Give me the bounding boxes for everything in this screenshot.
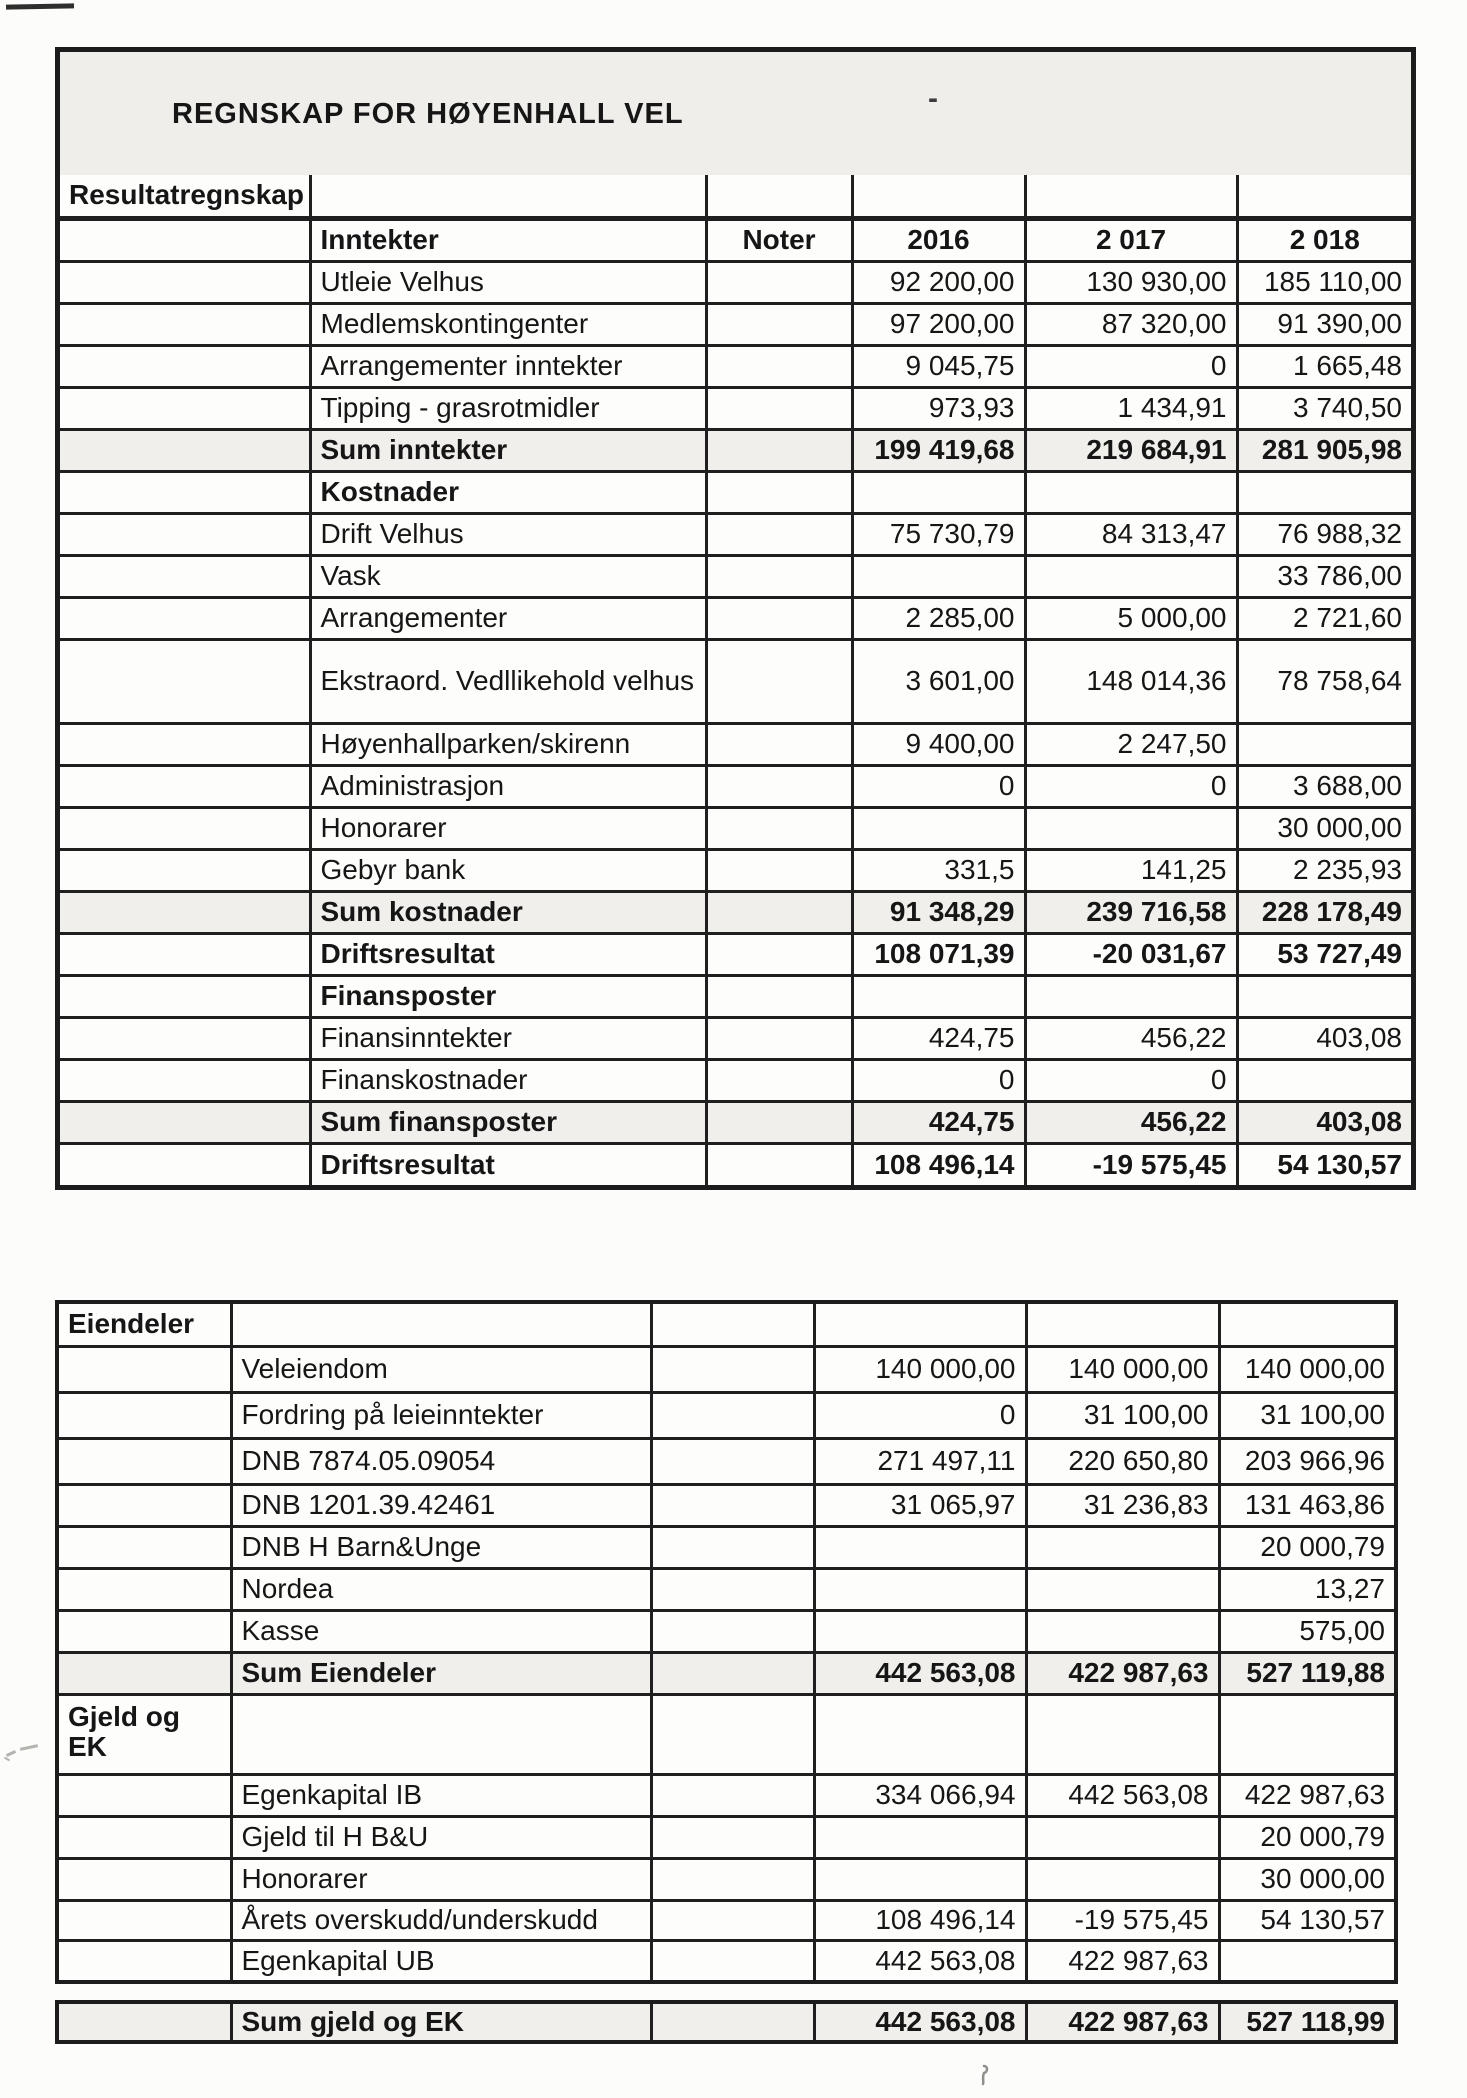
- cell-label: Finanskostnader: [310, 1059, 706, 1101]
- column-header-inntekter: Inntekter: [310, 218, 706, 261]
- cell-2017: 220 650,80: [1026, 1438, 1219, 1484]
- empty-cell: [310, 175, 706, 218]
- cell-noter: [651, 1652, 814, 1694]
- cell-2017: [1025, 807, 1237, 849]
- column-header-2016: 2016: [852, 218, 1025, 261]
- cell-label: Høyenhallparken/skirenn: [310, 723, 706, 765]
- corner-row: [60, 175, 1411, 218]
- cell-label: Kostnader: [310, 471, 706, 513]
- cell-label: Medlemskontingenter: [310, 303, 706, 345]
- cell-noter: [651, 1304, 814, 1346]
- cell-2017: 0: [1025, 1059, 1237, 1101]
- cell-corner: [59, 1900, 231, 1940]
- cell-label: Egenkapital UB: [231, 1940, 651, 1980]
- cell-corner: [59, 1346, 231, 1392]
- cell-corner: [60, 303, 310, 345]
- cell-2017: 141,25: [1025, 849, 1237, 891]
- cell-label: Egenkapital IB: [231, 1774, 651, 1816]
- cell-noter: [706, 387, 852, 429]
- cell-2017: [1026, 1610, 1219, 1652]
- cell-2016: 442 563,08: [814, 1940, 1026, 1980]
- cell-2017: 31 236,83: [1026, 1484, 1219, 1526]
- cell-2018: 54 130,57: [1237, 1143, 1411, 1185]
- table-row: [60, 975, 1411, 1017]
- cell-2018: 54 130,57: [1219, 1900, 1394, 1940]
- cell-2016: 91 348,29: [852, 891, 1025, 933]
- cell-corner: [60, 1101, 310, 1143]
- table-row: [59, 1940, 1394, 1980]
- cell-label: Arrangementer: [310, 597, 706, 639]
- cell-2018: [1237, 975, 1411, 1017]
- result-table: [60, 175, 1411, 1185]
- cell-2017: 5 000,00: [1025, 597, 1237, 639]
- table-row: [59, 1438, 1394, 1484]
- cell-label: [231, 1694, 651, 1774]
- cell-corner: [60, 975, 310, 1017]
- cell-label: Vask: [310, 555, 706, 597]
- empty-cell: [1237, 175, 1411, 218]
- cell-2017: [1026, 1526, 1219, 1568]
- table-row: [60, 849, 1411, 891]
- cell-corner: [60, 345, 310, 387]
- cell-label: Veleiendom: [231, 1346, 651, 1392]
- cell-2018: 403,08: [1237, 1101, 1411, 1143]
- table-row: [60, 1017, 1411, 1059]
- cell-2017: 219 684,91: [1025, 429, 1237, 471]
- cell-2016: 424,75: [852, 1017, 1025, 1059]
- cell-2018: [1237, 1059, 1411, 1101]
- cell-2016: [852, 555, 1025, 597]
- page-title: REGNSKAP FOR HØYENHALL VEL: [172, 98, 684, 130]
- result-statement-box: [55, 47, 1416, 1190]
- cell-noter: [706, 807, 852, 849]
- cell-corner: [60, 555, 310, 597]
- section-label-resultatregnskap: Resultatregnskap: [60, 175, 310, 218]
- table-row: [59, 1346, 1394, 1392]
- table-row: [59, 1816, 1394, 1858]
- cell-noter: [706, 891, 852, 933]
- cell-2016: 9 045,75: [852, 345, 1025, 387]
- cell-2017: 1 434,91: [1025, 387, 1237, 429]
- cell-2016: 0: [814, 1392, 1026, 1438]
- cell-noter: [651, 1940, 814, 1980]
- header-row: [60, 218, 1411, 261]
- cell-2017: 140 000,00: [1026, 1346, 1219, 1392]
- cell-noter: [706, 345, 852, 387]
- cell-corner: Gjeld og EK: [59, 1694, 231, 1774]
- cell-2018: 53 727,49: [1237, 933, 1411, 975]
- cell-noter: [706, 1143, 852, 1185]
- empty-cell: [1025, 175, 1237, 218]
- cell-noter: [651, 1610, 814, 1652]
- sum-gjeld-ek-table: [59, 2004, 1394, 2040]
- cell-corner: [60, 639, 310, 723]
- cell-2017: [1026, 1858, 1219, 1900]
- cell-label: Honorarer: [231, 1858, 651, 1900]
- table-row: [60, 723, 1411, 765]
- scan-edge-artifact: [6, 3, 74, 9]
- cell-2016: 108 071,39: [852, 933, 1025, 975]
- cell-2017: 148 014,36: [1025, 639, 1237, 723]
- cell-2016: 271 497,11: [814, 1438, 1026, 1484]
- cell-noter: [706, 471, 852, 513]
- cell-2017: [1026, 1694, 1219, 1774]
- cell-label: Utleie Velhus: [310, 261, 706, 303]
- cell-label: Finansinntekter: [310, 1017, 706, 1059]
- cell-2017: 456,22: [1025, 1101, 1237, 1143]
- table-row: [60, 303, 1411, 345]
- table-row: [59, 1526, 1394, 1568]
- cell-label: Fordring på leieinntekter: [231, 1392, 651, 1438]
- cell-noter: [706, 933, 852, 975]
- cell-2016: 31 065,97: [814, 1484, 1026, 1526]
- cell-2016: 424,75: [852, 1101, 1025, 1143]
- cell-corner: [60, 471, 310, 513]
- balance-sheet-box: [55, 1300, 1398, 1984]
- table-row: [59, 1610, 1394, 1652]
- cell-noter: [651, 1484, 814, 1526]
- cell-2017: 442 563,08: [1026, 1774, 1219, 1816]
- cell-2016: 442 563,08: [814, 1652, 1026, 1694]
- cell-corner: [59, 1484, 231, 1526]
- table-row: [59, 1694, 1394, 1774]
- cell-2018: 1 665,48: [1237, 345, 1411, 387]
- cell-2016: [814, 1568, 1026, 1610]
- table-row: [60, 261, 1411, 303]
- cell-2016: 75 730,79: [852, 513, 1025, 555]
- cell-2016: 92 200,00: [852, 261, 1025, 303]
- cell-2017: [1026, 1816, 1219, 1858]
- table-row: [59, 1774, 1394, 1816]
- cell-noter: [651, 1816, 814, 1858]
- table-row: [60, 807, 1411, 849]
- cell-label: Finansposter: [310, 975, 706, 1017]
- cell-2018: [1237, 723, 1411, 765]
- cell-corner: [59, 1438, 231, 1484]
- cell-2016: 140 000,00: [814, 1346, 1026, 1392]
- cell-noter: [651, 1346, 814, 1392]
- cell-2018: [1219, 1940, 1394, 1980]
- column-header-2018: 2 018: [1237, 218, 1411, 261]
- cell-corner: [60, 1017, 310, 1059]
- cell-noter: [706, 429, 852, 471]
- cell-2018: 31 100,00: [1219, 1392, 1394, 1438]
- cell-corner: [59, 1858, 231, 1900]
- cell-2018: 3 688,00: [1237, 765, 1411, 807]
- cell-2016: 442 563,08: [814, 2004, 1026, 2040]
- cell-noter: [651, 1568, 814, 1610]
- cell-label: DNB 1201.39.42461: [231, 1484, 651, 1526]
- cell-2017: 422 987,63: [1026, 1652, 1219, 1694]
- cell-2017: 87 320,00: [1025, 303, 1237, 345]
- cell-2018: 78 758,64: [1237, 639, 1411, 723]
- cell-noter: [706, 1017, 852, 1059]
- cell-2018: 527 119,88: [1219, 1652, 1394, 1694]
- cell-2016: [814, 1526, 1026, 1568]
- cell-noter: [706, 639, 852, 723]
- cell-noter: [651, 1774, 814, 1816]
- cell-2016: [814, 1858, 1026, 1900]
- cell-2017: 422 987,63: [1026, 1940, 1219, 1980]
- cell-label: Sum gjeld og EK: [231, 2004, 651, 2040]
- cell-corner: [60, 597, 310, 639]
- sum-gjeld-ek-strip: [55, 2000, 1398, 2044]
- cell-corner: [60, 429, 310, 471]
- cell-2017: 456,22: [1025, 1017, 1237, 1059]
- cell-label: Sum kostnader: [310, 891, 706, 933]
- cell-corner: [60, 1143, 310, 1185]
- cell-2016: 2 285,00: [852, 597, 1025, 639]
- cell-2018: [1219, 1304, 1394, 1346]
- cell-label: Sum inntekter: [310, 429, 706, 471]
- table-row: [60, 471, 1411, 513]
- cell-2017: -20 031,67: [1025, 933, 1237, 975]
- cell-corner: [60, 849, 310, 891]
- cell-2018: 422 987,63: [1219, 1774, 1394, 1816]
- cell-2018: 91 390,00: [1237, 303, 1411, 345]
- cell-noter: [651, 1694, 814, 1774]
- cell-corner: Eiendeler: [59, 1304, 231, 1346]
- column-header-2017: 2 017: [1025, 218, 1237, 261]
- cell-2018: 228 178,49: [1237, 891, 1411, 933]
- cell-2017: 31 100,00: [1026, 1392, 1219, 1438]
- column-header-noter: Noter: [706, 218, 852, 261]
- table-row: [60, 765, 1411, 807]
- cell-2016: 3 601,00: [852, 639, 1025, 723]
- cell-noter: [706, 303, 852, 345]
- cell-2016: 0: [852, 1059, 1025, 1101]
- cell-2018: 2 721,60: [1237, 597, 1411, 639]
- cell-noter: [706, 261, 852, 303]
- cell-corner: [60, 261, 310, 303]
- cell-2018: 30 000,00: [1237, 807, 1411, 849]
- cell-2016: 108 496,14: [814, 1900, 1026, 1940]
- cell-corner: [59, 1774, 231, 1816]
- cell-label: Administrasjon: [310, 765, 706, 807]
- table-row: [60, 597, 1411, 639]
- table-row: [60, 933, 1411, 975]
- cell-2018: 403,08: [1237, 1017, 1411, 1059]
- cell-label: Gebyr bank: [310, 849, 706, 891]
- cell-2016: [814, 1816, 1026, 1858]
- cell-label: Nordea: [231, 1568, 651, 1610]
- cell-label: Driftsresultat: [310, 933, 706, 975]
- cell-2018: [1237, 471, 1411, 513]
- cell-2018: 281 905,98: [1237, 429, 1411, 471]
- cell-noter: [706, 597, 852, 639]
- cell-2016: 334 066,94: [814, 1774, 1026, 1816]
- cell-label: Gjeld til H B&U: [231, 1816, 651, 1858]
- empty-cell: [59, 2004, 231, 2040]
- cell-2018: 13,27: [1219, 1568, 1394, 1610]
- cell-2017: [1025, 975, 1237, 1017]
- cell-2018: 527 118,99: [1219, 2004, 1394, 2040]
- table-row: [60, 1059, 1411, 1101]
- cell-2018: 76 988,32: [1237, 513, 1411, 555]
- cell-2018: 30 000,00: [1219, 1858, 1394, 1900]
- cell-corner: [59, 1610, 231, 1652]
- stray-dash-mark: -: [928, 82, 938, 115]
- cell-label: [231, 1304, 651, 1346]
- margin-pencil-artifact: [4, 1742, 44, 1760]
- cell-2018: 131 463,86: [1219, 1484, 1394, 1526]
- cell-2016: [852, 807, 1025, 849]
- cell-2016: 0: [852, 765, 1025, 807]
- cell-2018: 20 000,79: [1219, 1526, 1394, 1568]
- cell-2018: 203 966,96: [1219, 1438, 1394, 1484]
- cell-label: Arrangementer inntekter: [310, 345, 706, 387]
- cell-2017: [1026, 1568, 1219, 1610]
- cell-2016: [852, 975, 1025, 1017]
- bottom-speck-artifact: [978, 2064, 994, 2086]
- cell-label: Drift Velhus: [310, 513, 706, 555]
- balance-table: [59, 1304, 1394, 1980]
- cell-2016: [814, 1694, 1026, 1774]
- cell-2016: 97 200,00: [852, 303, 1025, 345]
- cell-noter: [706, 555, 852, 597]
- cell-2016: [814, 1610, 1026, 1652]
- table-row: [60, 387, 1411, 429]
- cell-corner: [60, 891, 310, 933]
- cell-2016: 9 400,00: [852, 723, 1025, 765]
- cell-corner: [59, 1816, 231, 1858]
- cell-noter: [706, 765, 852, 807]
- cell-label: Sum Eiendeler: [231, 1652, 651, 1694]
- cell-2018: 140 000,00: [1219, 1346, 1394, 1392]
- cell-2016: [852, 471, 1025, 513]
- cell-noter: [651, 1438, 814, 1484]
- table-row: [59, 1568, 1394, 1610]
- cell-label: Tipping - grasrotmidler: [310, 387, 706, 429]
- cell-corner: [60, 765, 310, 807]
- cell-2018: 185 110,00: [1237, 261, 1411, 303]
- cell-2017: 239 716,58: [1025, 891, 1237, 933]
- cell-2016: 108 496,14: [852, 1143, 1025, 1185]
- empty-cell: [706, 175, 852, 218]
- cell-2017: [1025, 555, 1237, 597]
- table-row: [60, 639, 1411, 723]
- cell-label: Honorarer: [310, 807, 706, 849]
- cell-label: Årets overskudd/underskudd: [231, 1900, 651, 1940]
- cell-2018: 33 786,00: [1237, 555, 1411, 597]
- cell-noter: [651, 1392, 814, 1438]
- cell-2018: 575,00: [1219, 1610, 1394, 1652]
- cell-2016: [814, 1304, 1026, 1346]
- cell-noter: [706, 513, 852, 555]
- table-row: [60, 429, 1411, 471]
- cell-2017: 0: [1025, 765, 1237, 807]
- cell-corner: [59, 1526, 231, 1568]
- cell-label: Driftsresultat: [310, 1143, 706, 1185]
- cell-2016: 973,93: [852, 387, 1025, 429]
- cell-2018: 2 235,93: [1237, 849, 1411, 891]
- cell-corner: [59, 1392, 231, 1438]
- cell-2017: -19 575,45: [1026, 1900, 1219, 1940]
- cell-2017: [1026, 1304, 1219, 1346]
- cell-2018: [1219, 1694, 1394, 1774]
- cell-label: DNB 7874.05.09054: [231, 1438, 651, 1484]
- table-row: [60, 1143, 1411, 1185]
- title-band: [60, 52, 1411, 175]
- cell-2017: [1025, 471, 1237, 513]
- cell-label: DNB H Barn&Unge: [231, 1526, 651, 1568]
- cell-noter: [706, 723, 852, 765]
- cell-2017: 84 313,47: [1025, 513, 1237, 555]
- cell-label: Kasse: [231, 1610, 651, 1652]
- table-row: [59, 1652, 1394, 1694]
- sum-gjeld-ek-row: [59, 2004, 1394, 2040]
- cell-2017: 130 930,00: [1025, 261, 1237, 303]
- cell-corner: [60, 723, 310, 765]
- cell-corner: [60, 1059, 310, 1101]
- cell-2017: 2 247,50: [1025, 723, 1237, 765]
- cell-2016: 331,5: [852, 849, 1025, 891]
- cell-noter: [706, 849, 852, 891]
- table-row: [59, 1484, 1394, 1526]
- cell-corner: [59, 1940, 231, 1980]
- cell-2017: -19 575,45: [1025, 1143, 1237, 1185]
- cell-noter: [706, 1101, 852, 1143]
- table-row: [60, 1101, 1411, 1143]
- cell-corner: [59, 1568, 231, 1610]
- cell-noter: [651, 1526, 814, 1568]
- cell-2017: 422 987,63: [1026, 2004, 1219, 2040]
- cell-noter: [706, 975, 852, 1017]
- empty-cell: [60, 218, 310, 261]
- cell-corner: [60, 807, 310, 849]
- empty-cell: [852, 175, 1025, 218]
- cell-label: Sum finansposter: [310, 1101, 706, 1143]
- cell-noter: [651, 2004, 814, 2040]
- table-row: [60, 555, 1411, 597]
- cell-2016: 199 419,68: [852, 429, 1025, 471]
- cell-noter: [706, 1059, 852, 1101]
- table-row: [60, 513, 1411, 555]
- cell-2018: 20 000,79: [1219, 1816, 1394, 1858]
- table-row: [60, 345, 1411, 387]
- cell-corner: [60, 513, 310, 555]
- table-row: [60, 891, 1411, 933]
- cell-label: Ekstraord. Vedllikehold velhus: [310, 639, 706, 723]
- cell-noter: [651, 1858, 814, 1900]
- cell-2017: 0: [1025, 345, 1237, 387]
- table-row: [59, 1392, 1394, 1438]
- cell-corner: [60, 387, 310, 429]
- cell-noter: [651, 1900, 814, 1940]
- table-row: [59, 1900, 1394, 1940]
- table-row: [59, 1304, 1394, 1346]
- cell-corner: [60, 933, 310, 975]
- table-row: [59, 1858, 1394, 1900]
- cell-corner: [59, 1652, 231, 1694]
- cell-2018: 3 740,50: [1237, 387, 1411, 429]
